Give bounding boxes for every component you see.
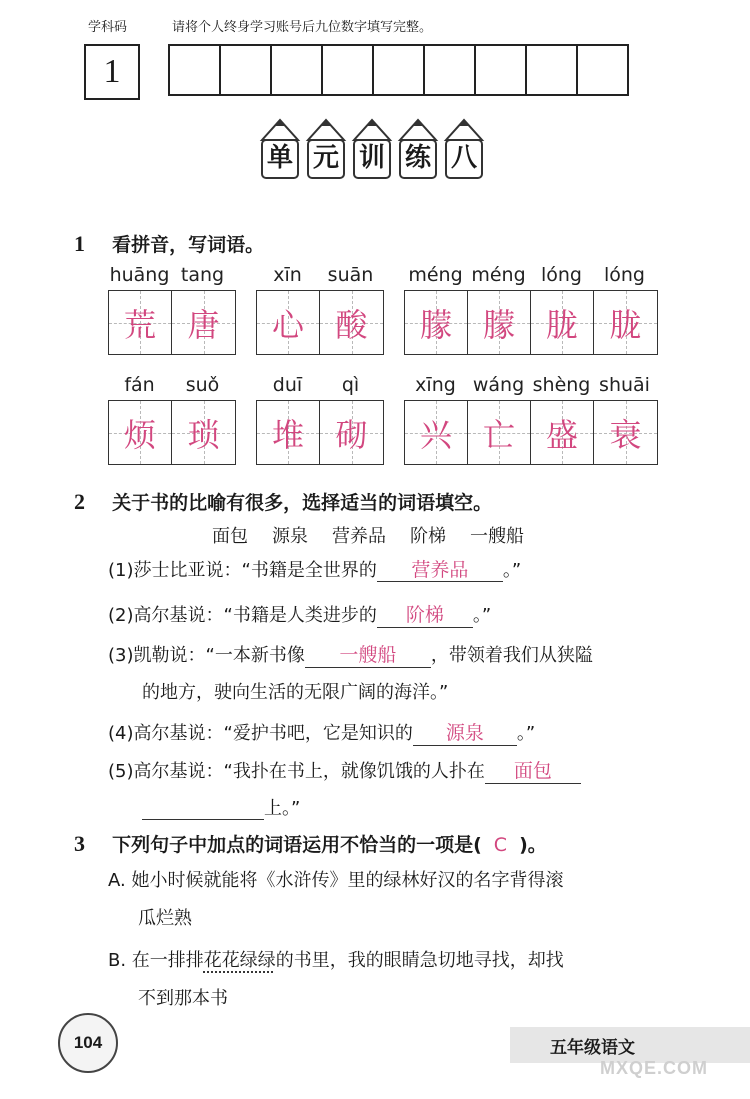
title-pencil <box>442 118 486 180</box>
q3-prompt-end: )。 <box>519 834 547 856</box>
q2-item-3-after: ，带领着我们从狭隘 <box>430 645 593 666</box>
q1-prompt: 看拼音，写词语。 <box>112 234 265 256</box>
tianzi-cell[interactable] <box>594 291 657 354</box>
q2-item-1-text: (1)莎士比亚说：“书籍是全世界的 <box>108 560 377 581</box>
watermark: MXQE.COM <box>600 1058 709 1078</box>
q2-item-2-blank <box>377 600 473 628</box>
written-char: 衰 <box>609 415 642 454</box>
q2-item-5-blank-continued <box>142 798 264 820</box>
pinyin-syllable: suǒ <box>185 374 220 396</box>
page-number-badge <box>58 1013 118 1073</box>
pinyin-syllable: lóng <box>540 264 582 286</box>
title-char: 练 <box>404 143 431 173</box>
q2-item-5-line2 <box>142 794 300 820</box>
account-number-boxes <box>170 44 629 96</box>
q2-item-1 <box>108 560 521 582</box>
written-char: 朦 <box>419 305 452 344</box>
tianzi-cell[interactable] <box>468 401 531 464</box>
word-bank-item: 一艘船 <box>470 526 524 547</box>
q2-item-2 <box>108 600 491 628</box>
title-char: 八 <box>450 143 477 173</box>
q2-item-3-line2: 的地方，驶向生活的无限广阔的海洋。” <box>142 682 449 703</box>
pinyin-word-group <box>404 374 658 465</box>
tianzi-cell[interactable] <box>257 291 320 354</box>
tianzi-cell[interactable] <box>320 401 383 464</box>
tianzi-cell[interactable] <box>257 401 320 464</box>
title-char: 训 <box>358 143 385 173</box>
q3-option-b-dotted-word: 花花绿绿 <box>203 950 276 971</box>
pinyin-syllable: huāng <box>109 264 170 286</box>
subject-code-value: 1 <box>103 53 121 90</box>
tianzi-cell[interactable] <box>172 291 235 354</box>
pinyin-word-group <box>108 264 236 355</box>
word-bank-item: 营养品 <box>332 526 386 547</box>
written-char: 胧 <box>545 305 578 344</box>
account-digit-box[interactable] <box>423 44 476 96</box>
q1-heading <box>74 230 264 257</box>
title-pencil <box>258 118 302 180</box>
account-instruction: 请将个人终身学习账号后九位数字填写完整。 <box>172 20 433 35</box>
written-char: 胧 <box>609 305 642 344</box>
pinyin-syllable: fán <box>124 374 155 396</box>
q2-item-5-line2-text: 上。” <box>264 798 301 819</box>
q2-item-2-text: (2)高尔基说：“书籍是人类进步的 <box>108 605 377 626</box>
pinyin-word-group <box>256 264 384 355</box>
q2-item-1-after: 。” <box>502 560 522 581</box>
account-digit-box[interactable] <box>270 44 323 96</box>
pinyin-syllable: shuāi <box>599 374 650 396</box>
account-digit-box[interactable] <box>219 44 272 96</box>
title-char: 单 <box>266 143 293 173</box>
q1-row2 <box>108 374 658 465</box>
title-pencil <box>350 118 394 180</box>
tianzi-cell[interactable] <box>405 291 468 354</box>
q3-prompt: 下列句子中加点的词语运用不恰当的一项是( <box>112 834 482 856</box>
tianzi-cell[interactable] <box>531 291 594 354</box>
q2-item-4-answer: 源泉 <box>445 722 484 744</box>
q2-item-4-text: (4)高尔基说：“爱护书吧，它是知识的 <box>108 723 413 744</box>
account-digit-box[interactable] <box>474 44 527 96</box>
tianzi-cell[interactable] <box>320 291 383 354</box>
pinyin-syllable: shèng <box>532 374 591 396</box>
written-char: 琐 <box>187 415 220 454</box>
subject-code-box <box>84 44 140 100</box>
pinyin-syllable: tang <box>180 264 225 286</box>
tianzi-cell[interactable] <box>109 401 172 464</box>
q3-answer: C <box>493 834 508 856</box>
pinyin-word-group <box>108 374 236 465</box>
pinyin-syllable: duī <box>272 374 303 396</box>
tianzi-cell[interactable] <box>172 401 235 464</box>
q2-item-3-answer: 一艘船 <box>339 644 397 666</box>
q2-item-3-blank <box>305 640 431 668</box>
pinyin-word-group <box>256 374 384 465</box>
q2-heading <box>74 488 492 515</box>
page-number: 104 <box>73 1033 103 1052</box>
grade-subject: 五年级语文 <box>550 1037 635 1058</box>
q1-number: 1 <box>74 231 85 256</box>
q2-item-1-answer: 营养品 <box>411 559 469 581</box>
word-bank <box>212 522 524 548</box>
written-char: 朦 <box>482 305 515 344</box>
q2-prompt: 关于书的比喻有很多，选择适当的词语填空。 <box>112 492 493 514</box>
q2-item-5 <box>108 756 581 784</box>
q2-item-4-blank <box>413 718 517 746</box>
pinyin-syllable: méng <box>408 264 463 286</box>
pinyin-syllable: wáng <box>472 374 525 396</box>
title-pencil <box>396 118 440 180</box>
account-digit-box[interactable] <box>321 44 374 96</box>
tianzi-cell[interactable] <box>594 401 657 464</box>
title-pencil <box>304 118 348 180</box>
q2-item-3 <box>108 640 593 668</box>
q2-item-4-after: 。” <box>516 723 536 744</box>
written-char: 砌 <box>335 415 368 454</box>
written-char: 堆 <box>271 415 304 454</box>
q2-item-2-answer: 阶梯 <box>405 604 444 626</box>
tianzi-cell[interactable] <box>468 291 531 354</box>
q2-item-5-blank <box>485 756 581 784</box>
account-digit-box[interactable] <box>168 44 221 96</box>
tianzi-cell[interactable] <box>109 291 172 354</box>
q3-number: 3 <box>74 831 85 856</box>
pinyin-syllable: suān <box>327 264 374 286</box>
q2-item-5-answer: 面包 <box>513 760 552 782</box>
written-char: 烦 <box>123 415 156 454</box>
q3-option-b-post: 的书里，我的眼睛急切地寻找，却找 <box>275 950 564 971</box>
q2-item-2-after: 。” <box>472 605 492 626</box>
q2-item-1-blank <box>377 560 503 582</box>
written-char: 荒 <box>123 305 156 344</box>
q2-number: 2 <box>74 489 85 514</box>
written-char: 心 <box>271 305 304 344</box>
q3-option-b-pre: B. 在一排排 <box>108 950 204 971</box>
word-bank-item: 阶梯 <box>410 526 446 547</box>
q3-heading <box>74 830 547 857</box>
q2-item-4 <box>108 718 535 746</box>
q2-item-3-text: (3)凯勒说：“一本新书像 <box>108 645 305 666</box>
q3-option-a-line2: 瓜烂熟 <box>138 908 192 929</box>
tianzi-cell[interactable] <box>531 401 594 464</box>
account-digit-box[interactable] <box>525 44 578 96</box>
pinyin-syllable: lóng <box>603 264 645 286</box>
title-char: 元 <box>312 143 339 173</box>
written-char: 唐 <box>187 305 220 344</box>
word-bank-item: 源泉 <box>272 526 308 547</box>
tianzi-cell[interactable] <box>405 401 468 464</box>
q3-option-b <box>108 946 564 972</box>
q2-item-5-text: (5)高尔基说：“我扑在书上，就像饥饿的人扑在 <box>108 761 485 782</box>
written-char: 兴 <box>419 415 452 454</box>
unit-title <box>258 118 486 180</box>
written-char: 亡 <box>482 415 515 454</box>
q3-option-b-line2: 不到那本书 <box>138 988 228 1009</box>
written-char: 酸 <box>335 305 368 344</box>
written-char: 盛 <box>545 415 578 454</box>
q1-row1 <box>108 264 658 355</box>
pinyin-syllable: xīn <box>273 264 302 286</box>
pinyin-syllable: méng <box>471 264 526 286</box>
word-bank-item: 面包 <box>212 526 248 547</box>
account-digit-box[interactable] <box>576 44 629 96</box>
account-digit-box[interactable] <box>372 44 425 96</box>
pinyin-syllable: xīng <box>415 374 456 396</box>
subject-code-label: 学科码 <box>88 20 128 35</box>
pinyin-word-group <box>404 264 658 355</box>
q3-option-a: A. 她小时候就能将《水浒传》里的绿林好汉的名字背得滚 <box>108 870 564 891</box>
pinyin-syllable: qì <box>341 374 360 396</box>
